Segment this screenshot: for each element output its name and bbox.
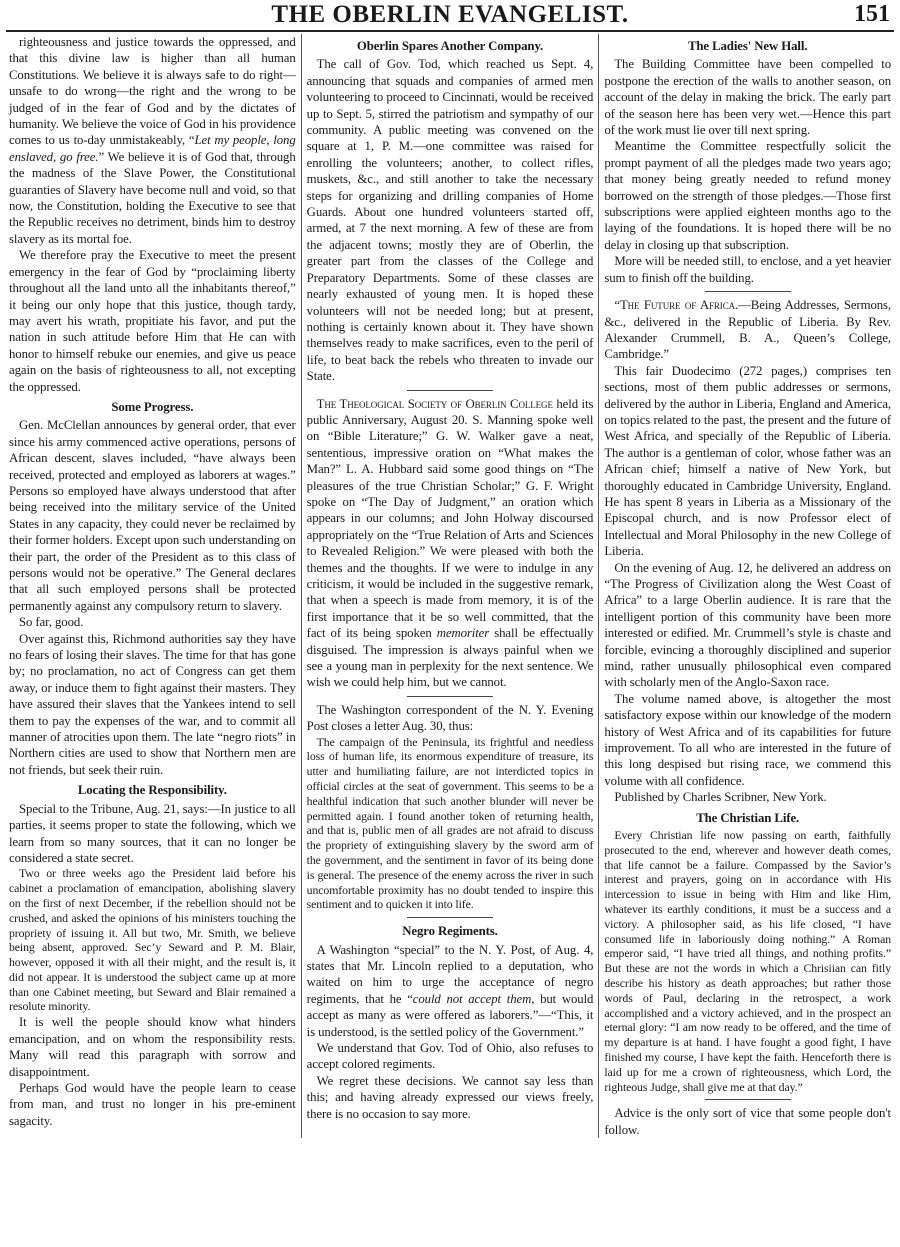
text-run: Let my people, long enslaved, go free.: [9, 133, 296, 164]
quoted-paragraph: The campaign of the Peninsula, its frightful and needless loss of human life, its enormous expenditure of treasure, its utter and humiliating failure, are not interdicted topics in official circles at the seat of government. This seems to be a healthful indication that such another blunder will never be permitted again. I found another token of returning health, and that is, public men of all grades are not afraid to discuss the propriety of extinguishing slavery by the sword arm of the government, and the sentiment in favor of its being done is general. The presence of the enemy across the river in such uncomfortable proximity has no doubt tended to inspire this sentiment and to quicken it into life.: [306, 734, 594, 912]
paragraph: The call of Gov. Tod, which reached us Sept. 4, announcing that squads and companies of armed men volunteering to proceed to Cincinnati, would be received up to Sept. 5, stirred the patriotism and sympathy of our community. A public meeting was convened on the square at 1, P. M.—one committee was raised for enrolling the volunteers; another, to collect rifles, muskets, &c., and still another to take the necessary steps for organizing and drilling companies of Home Guards. About one hundred volunteers started off, armed, at 7 the next morning. A few of these are from the adjacent towns; mostly they are of Oberlin, the greater part from the classes of the College and Preparatory Departments. Some of these classes are nearly exhausted of young men. It is hoped these volunteers will not be needed long; but at present, nothing is certainly known about it. They have shown themselves ready to make sacrifices, even to the peril of life, to beat back the rebels who threaten to invade our State.: [306, 57, 594, 384]
paragraph: We regret these decisions. We cannot say less than this; and having already expressed our views freely, there is no occasion to say more.: [306, 1073, 594, 1121]
paragraph: Gen. McClellan announces by general order, that ever since his army commenced active operations, persons of African descent, slaves included, “have always been received, protected and employed as laborers at wages.” Persons so employed have always understood that after being received into the military service of the United States in any capacity, they could never be reclaimed by their former holders. Except upon such understanding on their part, the order of the President as to this class of persons would not be operative.” The General declares that all such employed persons shall be protected permanently against any compulsory return to slavery.: [9, 418, 296, 613]
quoted-paragraph: Every Christian life now passing on earth, faithfully prosecuted to the end, wherever and however death comes, that life cannot be a failure. Compassed by the Savior’s interest and prayers, going on in accordance with His intercession to issue in being with Him and like Him, whatever its earthly conditions, it must be a success and a victory. A philosopher said, as his life closed, “I have consumed life in laboriously doing nothing.” A Roman emperor said, “I have tried all things, and nothing profits.” But these are not the words in which a Chrisiian can fitly describe his history as death approaches; but rather those words of Paul, declaring in the retrospect, a work accomplished and a victory achieved, and in the prospect an eternal glory: “I am now ready to be offered, and the time of my departure is at hand. I have fought a good fight, I have finished my course, I have kept the faith. Henceforth there is laid up for me a crown of righteousness, which Lord, the righteous Judge, shall give me at that day.”: [604, 828, 892, 1094]
article-heading: Oberlin Spares Another Company.: [356, 39, 544, 53]
paragraph: This fair Duodecimo (272 pages,) comprises ten sections, most of them public addresses or sermons, delivered by the author in Liberia, England and America, on topics related to the past, the present and the future of West Africa, and specially of the Republic of Liberia. The author is a gentleman of color, whose father was an African chief; himself a native of New York, but thoroughly educated in Cambridge University, England. He has spent 8 years in Liberia as a Missionary of the Episcopal church, and is now Professor elect of Intellectual and Moral Philosophy in the new College of Liberia.: [604, 363, 892, 559]
paragraph: The volume named above, is altogether the most satisfactory expose within our knowledge of the modern history of West Africa and of its capabilities for future improvement. To all who are interested in the future of this long despised but rising race, we commend this volume with all confidence.: [604, 691, 892, 788]
text-run: held its public Anniversary, August 20. S. Manning spoke well on “Bible Literature;” G. W. Walker gave a neat, sententious, impressive oration on “What makes the Man?” L. A. Hubbard said some good things on “The pleasures of the true Christian Scholar;” G. F. Wright spoke on “The Day of Judgment,” an oration which appears in our columns; and John Holway discoursed appropriately on the “True Relation of Arts and Sciences to Revealed Religion.” We were pleased with both the themes and the thoughts. If we were to indulge in any criticism, it would be included in the suggestive remark, that when a speech is made from memory, it is of the first importance that it be so well committed, that the fact of its being spoken: [306, 396, 594, 641]
paragraph: Over against this, Richmond authorities say they have no fears of losing their slaves. The time for that has gone by; no proclamation, no act of Congress can get them away, or induce them to fight against their masters. They have assured their slaves that the Yankees intend to sell them to pay the expenses of the war, and to commit all manner of atrocities upon them. The late “negro riots” in Northern cities are used to show that Northern men are not friends, but seek their ruin.: [9, 631, 296, 777]
paragraph: We understand that Gov. Tod of Ohio, also refuses to accept colored regiments.: [306, 1041, 594, 1072]
paragraph: Advice is the only sort of vice that some people don't follow.: [604, 1106, 892, 1137]
paragraph: We therefore pray the Executive to meet the present emergency in the fear of God by “proclaiming liberty throughout all the land unto all the inhabitants thereof,” it being our only hope that this justice, though tardy, may avert his wrath, propitiate his favor, and put the nation in such attitude before Him that He can with honor to himself rebuke our enemies, and give us peace again on the basis of righteousness to all, not excepting the oppressed.: [9, 248, 296, 394]
article-heading: The Christian Life.: [696, 810, 800, 825]
section-divider: [705, 1099, 791, 1100]
text-run: memoriter: [436, 626, 490, 641]
section-divider: [407, 696, 493, 697]
column-3: [598, 34, 896, 1138]
paragraph: Perhaps God would have the people learn to cease from man, and trust no longer in his pre-eminent sagacity.: [9, 1080, 296, 1128]
article-heading: Locating the Responsibility.: [77, 783, 227, 798]
paragraph: More will be needed still, to enclose, and a yet heavier sum to finish off the building.: [604, 254, 892, 285]
text-run: The Theological Society of Oberlin College: [316, 396, 553, 411]
page-number: 151: [854, 1, 890, 27]
text-run: .—Being Addresses, Sermons, &c., delivered in the Republic of Liberia. By Rev. Alexander Crummell, B. A., Queen’s College, Cambridge.”: [604, 298, 892, 362]
paragraph: [307, 396, 594, 691]
masthead: [6, 0, 894, 32]
paragraph: Special to the Tribune, Aug. 21, says:—In justice to all parties, it seems proper to state the following, which we learn from so many sources, that it can no longer be considered a state secret.: [9, 801, 296, 865]
text-run: “: [614, 298, 620, 313]
section-divider: [407, 917, 493, 918]
text-run: could not accept them: [412, 991, 532, 1006]
paragraph: The Washington correspondent of the N. Y. Evening Post closes a letter Aug. 30, thus:: [306, 702, 594, 734]
article-columns: [4, 34, 896, 1138]
paragraph: [9, 34, 296, 247]
text-run: , but would accept as many as were offered as laborers.”—“This, it is understood, is the settled policy of the Government.”: [306, 991, 594, 1039]
text-run: shall be effectually disguised. The impression is always painful when we see a young man in perplexity for the next sentence. We wish we could help him, but we cannot.: [306, 626, 594, 690]
paragraph: On the evening of Aug. 12, he delivered an address on “The Progress of Civilization along the West Coast of Africa” to a large Oberlin audience. It is rare that the intelligent portion of this community have been more interested or edified. Mr. Crummell’s style is chaste and forcible, evincing a thoroughly disciplined and superior mind, rather unusually philosophical even compared with scholarly men of the Anglo-Saxon race.: [604, 560, 892, 690]
article-heading: Negro Regiments.: [402, 924, 498, 939]
article-heading: Some Progress.: [111, 399, 194, 414]
section-divider: [407, 390, 493, 391]
column-2: [301, 34, 599, 1138]
paragraph: Published by Charles Scribner, New York.: [614, 790, 827, 805]
text-run: righteousness and justice towards the oppressed, and that this divine law is higher than all human Constitutions. We believe it is always safe to do right—unsafe to do wrong—the right and the wrong to be judged of in the fear of God and by the dictates of humanity. We believe the voice of God in his providence comes to us to-day unmistakeably, “: [9, 35, 296, 148]
paragraph: Meantime the Committee respectfully solicit the prompt payment of all the pledges made two years ago; that money being greatly needed to refund money borrowed on the strength of those pledges.—Those first subscriptions were applied eighteen months ago to the laying of the foundations. It is hoped there will be no delay in closing up that subscription.: [604, 139, 892, 252]
newspaper-title: THE OBERLIN EVANGELIST.: [271, 1, 629, 28]
paragraph: The Building Committee have been compelled to postpone the erection of the walls to another season, on account of the delay in making the brick. The early part of the season here has been very wet.—Hence this part of the work must lie over till next spring.: [604, 57, 892, 138]
paragraph: [307, 942, 594, 1040]
quoted-paragraph: Two or three weeks ago the President laid before his cabinet a proclamation of emancipation, abolishing slavery on the first of next December, if the rebellion should not be crushed, and asked the opinions of his ministers touching the propriety of issuing it. All but two, Mr. Smith, we believe being absent, approved. Sec’y Seward and P. M. Blair, however, opposed it with all their might, and the result is, it did not appear. It is understood the subject came up at more than one Cabinet meeting, but Seward and Blair remained a resolute minority.: [9, 866, 296, 1014]
text-run: ” We believe it is of God that, through the madness of the Slave Power, the Constitutional guaranties of Slavery have become null and void, so that now, the Constitution, holding the Executive to see that the Republic receives no detriment, binds him to destroy slavery as its mortal foe.: [9, 149, 296, 246]
article-heading: The Ladies' New Hall.: [687, 39, 808, 53]
column-1: [4, 34, 301, 1138]
paragraph: [604, 297, 891, 363]
section-divider: [705, 291, 791, 292]
paragraph: It is well the people should know what hinders emancipation, and on whom the responsibility rests. Many will read this paragraph with sorrow and disappointment.: [9, 1015, 296, 1079]
text-run: The Future of Africa: [619, 298, 736, 313]
paragraph: So far, good.: [19, 615, 84, 630]
text-run: A Washington “special” to the N. Y. Post, of Aug. 4, states that Mr. Lincoln replied to a deputation, who waited on him to urge the acceptance of negro regiments, that he “: [306, 942, 594, 1006]
